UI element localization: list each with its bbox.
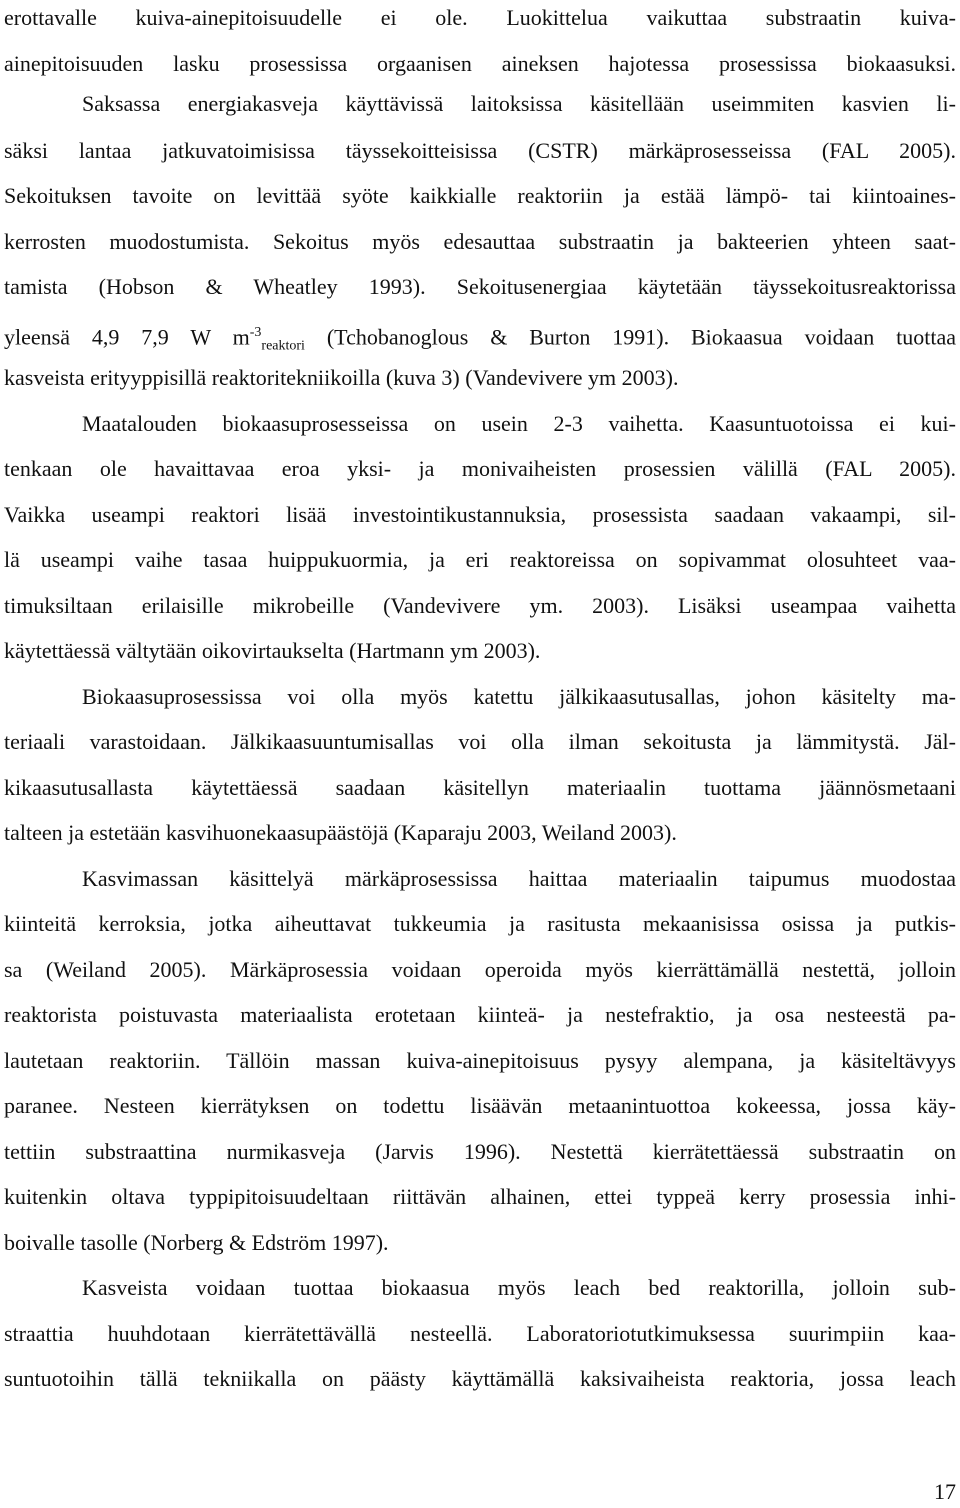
text-line: Kasveista voidaan tuottaa biokaasua myös leach bed reaktorilla, jolloin sub- — [82, 1275, 956, 1300]
text-line: paranee. Nesteen kierrätyksen on todettu lisäävän metaanintuottoa kokeessa, jossa käy- — [4, 1093, 956, 1118]
text-line: talteen ja estetään kasvihuonekaasupäästöjä (Kaparaju 2003, Weiland 2003). — [4, 820, 677, 845]
text-line: erottavalle kuiva-ainepitoisuudelle ei ole. Luokittelua vaikuttaa substraatin kuiva- — [4, 5, 956, 30]
text-line: käytettäessä vältytään oikovirtaukselta (Hartmann ym 2003). — [4, 638, 541, 663]
text-line: Saksassa energiakasveja käyttävissä laitoksissa käsitellään useimmiten kasvien li- — [82, 91, 956, 116]
text-line: reaktorista poistuvasta materiaalista erotetaan kiinteä- ja nestefraktio, ja osa nesteestä pa- — [4, 1002, 956, 1027]
text-line: suntuotoihin tällä tekniikalla on päästy käyttämällä kaksivaiheista reaktoria, jossa leach — [4, 1366, 956, 1391]
page-number: 17 — [934, 1479, 956, 1504]
text-line: ainepitoisuuden lasku prosessissa orgaanisen aineksen hajotessa prosessissa biokaasuksi. — [4, 51, 956, 76]
text-line: timuksiltaan erilaisille mikrobeille (Vandevivere ym. 2003). Lisäksi useampaa vaihetta — [4, 593, 956, 618]
text-line: kerrosten muodostumista. Sekoitus myös edesauttaa substraatin ja bakteerien yhteen saat- — [4, 229, 956, 254]
text-line: tamista (Hobson & Wheatley 1993). Sekoitusenergiaa käytetään täyssekoitusreaktorissa — [4, 274, 956, 299]
text-line: kikaasutusallasta käytettäessä saadaan käsitellyn materiaalin tuottama jäännösmetaani — [4, 775, 956, 800]
text-line: lautetaan reaktoriin. Tällöin massan kuiva-ainepitoisuus pysyy alempana, ja käsiteltävyys — [4, 1048, 956, 1073]
text-line: Maatalouden biokaasuprosesseissa on usein 2-3 vaihetta. Kaasuntuotoissa ei kui- — [82, 411, 956, 436]
text-line: kuitenkin oltava typpipitoisuudeltaan riittävän alhainen, ettei typpeä kerry prosessia inhi- — [4, 1184, 956, 1209]
text-line: kasveista erityyppisillä reaktoritekniikoilla (kuva 3) (Vandevivere ym 2003). — [4, 365, 679, 390]
text-line: Vaikka useampi reaktori lisää investointikustannuksia, prosessista saadaan vakaampi, sil- — [4, 502, 956, 527]
text-line: boivalle tasolle (Norberg & Edström 1997). — [4, 1230, 389, 1255]
text-line: sa (Weiland 2005). Märkäprosessia voidaan operoida myös kierrättämällä nestettä, jolloin — [4, 957, 956, 982]
text-line: yleensä 4,9 7,9 W $m^{-3}_{reaktori}$ (Tchobanoglous & Burton 1991). Biokaasua voidaan tuottaa — [4, 324, 956, 351]
text-line: säksi lantaa jatkuvatoimisissa täyssekoitteisissa (CSTR) märkäprosesseissa (FAL 2005). — [4, 138, 956, 163]
text-line: tenkaan ole havaittavaa eroa yksi- ja monivaiheisten prosessien välillä (FAL 2005). — [4, 456, 956, 481]
text-line: straattia huuhdotaan kierrätettävällä nesteellä. Laboratoriotutkimuksessa suurimpiin kaa- — [4, 1321, 956, 1346]
text-line: kiinteitä kerroksia, jotka aiheuttavat tukkeumia ja rasitusta mekaanisissa osissa ja putkis- — [4, 911, 956, 936]
text-line: Sekoituksen tavoite on levittää syöte kaikkialle reaktoriin ja estää lämpö- tai kiintoaines- — [4, 183, 956, 208]
text-line: lä useampi vaihe tasaa huippukuormia, ja eri reaktoreissa on sopivammat olosuhteet vaa- — [4, 547, 956, 572]
text-line: Biokaasuprosessissa voi olla myös katettu jälkikaasutusallas, johon käsitelty ma- — [82, 684, 956, 709]
text-line: tettiin substraattina nurmikasveja (Jarvis 1996). Nestettä kierrätettäessä substraatin on — [4, 1139, 956, 1164]
text-line: teriaali varastoidaan. Jälkikaasuuntumisallas voi olla ilman sekoitusta ja lämmitystä. Jäl- — [4, 729, 956, 754]
text-line: Kasvimassan käsittelyä märkäprosessissa haittaa materiaalin taipumus muodostaa — [82, 866, 956, 891]
